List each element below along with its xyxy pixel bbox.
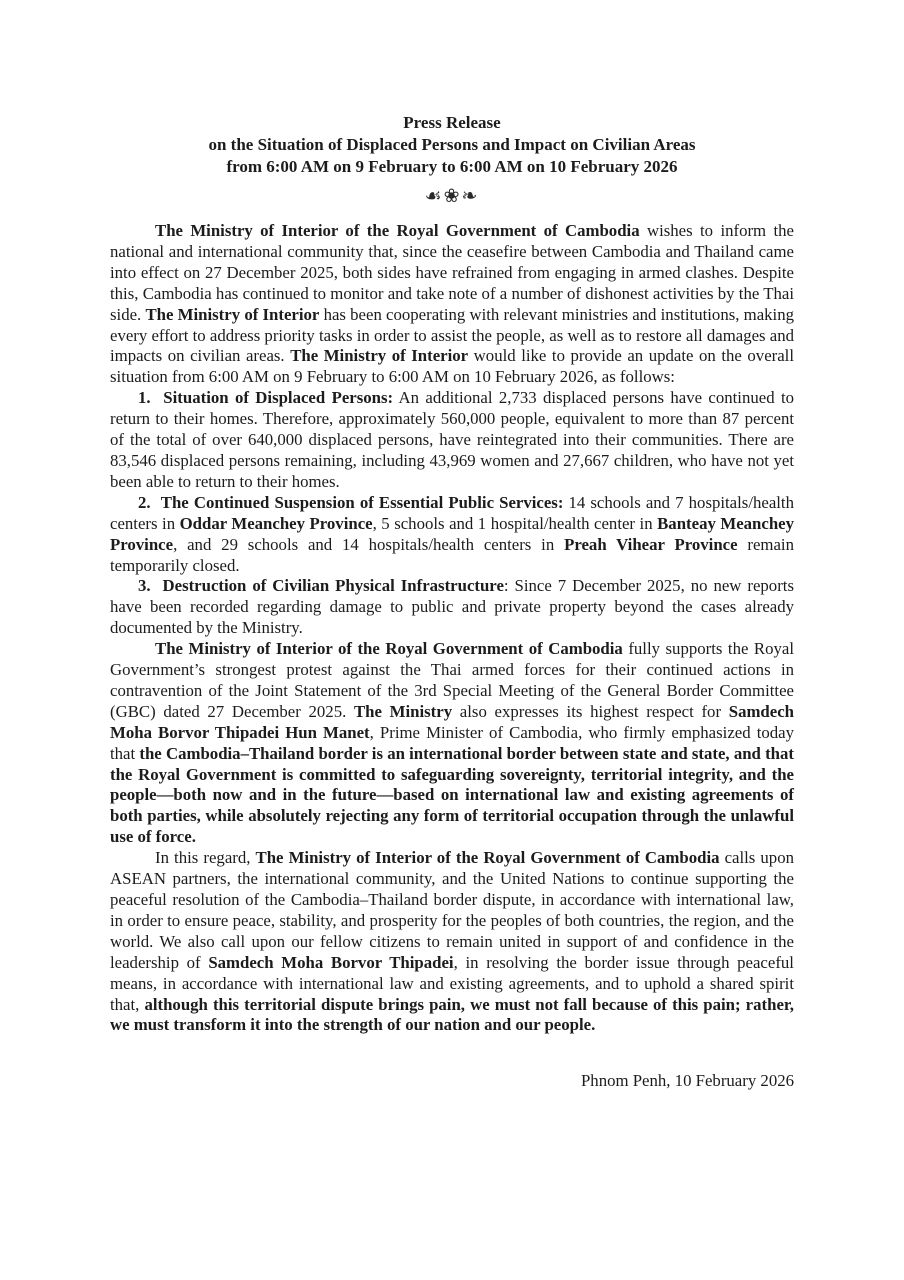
paragraph-appeal: In this regard, The Ministry of Interior of the Royal Government of Cambodia calls upon ASEAN partners, the international community, and the United Nations to continue supporting the peaceful resolution of the Cambodia–Thailand border dispute, in accordance with international law, in order to ensure peace, stability, and prosperity for the peoples of both countries, the region, and the world. We also call upon our fellow citizens to remain united in support of and confidence in the leadership of Samdech Moha Borvor Thipadei, in resolving the border issue through peaceful means, in accordance with international law and existing agreements, and to uphold a shared spirit that, although this territorial dispute brings pain, we must not fall because of this pain; rather, we must transform it into the strength of our nation and our people. — [110, 848, 794, 1035]
list-item-displaced-persons: 1. Situation of Displaced Persons: An additional 2,733 displaced persons have continued to return to their homes. Therefore, approximately 560,000 people, equivalent to more than 87 percent of the total of over 640,000 displaced persons, have reintegrated into their communities. There are 83,546 displaced persons remaining, including 43,969 women and 27,667 children, who have not yet been able to return to their homes. — [110, 388, 794, 491]
document-title — [110, 112, 794, 178]
title-line-2: on the Situation of Displaced Persons and Impact on Civilian Areas — [208, 135, 696, 154]
paragraph-protest: The Ministry of Interior of the Royal Government of Cambodia fully supports the Royal Government’s strongest protest against the Thai armed forces for their continued actions in contravention of the Joint Statement of the 3rd Special Meeting of the General Border Committee (GBC) dated 27 December 2025. The Ministry also expresses its highest respect for Samdech Moha Borvor Thipadei Hun Manet, Prime Minister of Cambodia, who firmly emphasized today that the Cambodia–Thailand border is an international border between state and state, and that the Royal Government is committed to safeguarding sovereignty, territorial integrity, and the people—both now and in the future—based on international law and existing agreements of both parties, while absolutely rejecting any form of territorial occupation through the unlawful use of force. — [110, 639, 794, 847]
title-line-1: Press Release — [403, 113, 501, 132]
floral-divider-ornament: ☙❀❧ — [424, 185, 480, 207]
document-body — [110, 221, 794, 1036]
list-item-public-services: 2. The Continued Suspension of Essential Public Services: 14 schools and 7 hospitals/health centers in Oddar Meanchey Province, 5 schools and 1 hospital/health center in Banteay Meanchey Province, and 29 schools and 14 hospitals/health centers in Preah Vihear Province remain temporarily closed. — [110, 492, 794, 575]
paragraph-intro: The Ministry of Interior of the Royal Government of Cambodia wishes to inform the national and international community that, since the ceasefire between Cambodia and Thailand came into effect on 27 December 2025, both sides have refrained from engaging in armed clashes. Despite this, Cambodia has continued to monitor and take note of a number of dishonest activities by the Thai side. The Ministry of Interior has been cooperating with relevant ministries and institutions, making every effort to address priority tasks in order to assist the people, as well as to restore all damages and impacts on civilian areas. The Ministry of Interior would like to provide an update on the overall situation from 6:00 AM on 9 February to 6:00 AM on 10 February 2026, as follows: — [110, 221, 795, 387]
title-line-3: from 6:00 AM on 9 February to 6:00 AM on 10 February 2026 — [226, 157, 678, 176]
dateline: Phnom Penh, 10 February 2026 — [580, 1071, 794, 1091]
list-item-infrastructure: 3. Destruction of Civilian Physical Infrastructure: Since 7 December 2025, no new reports have been recorded regarding damage to public and private property beyond the cases already documented by the Ministry. — [110, 576, 794, 638]
